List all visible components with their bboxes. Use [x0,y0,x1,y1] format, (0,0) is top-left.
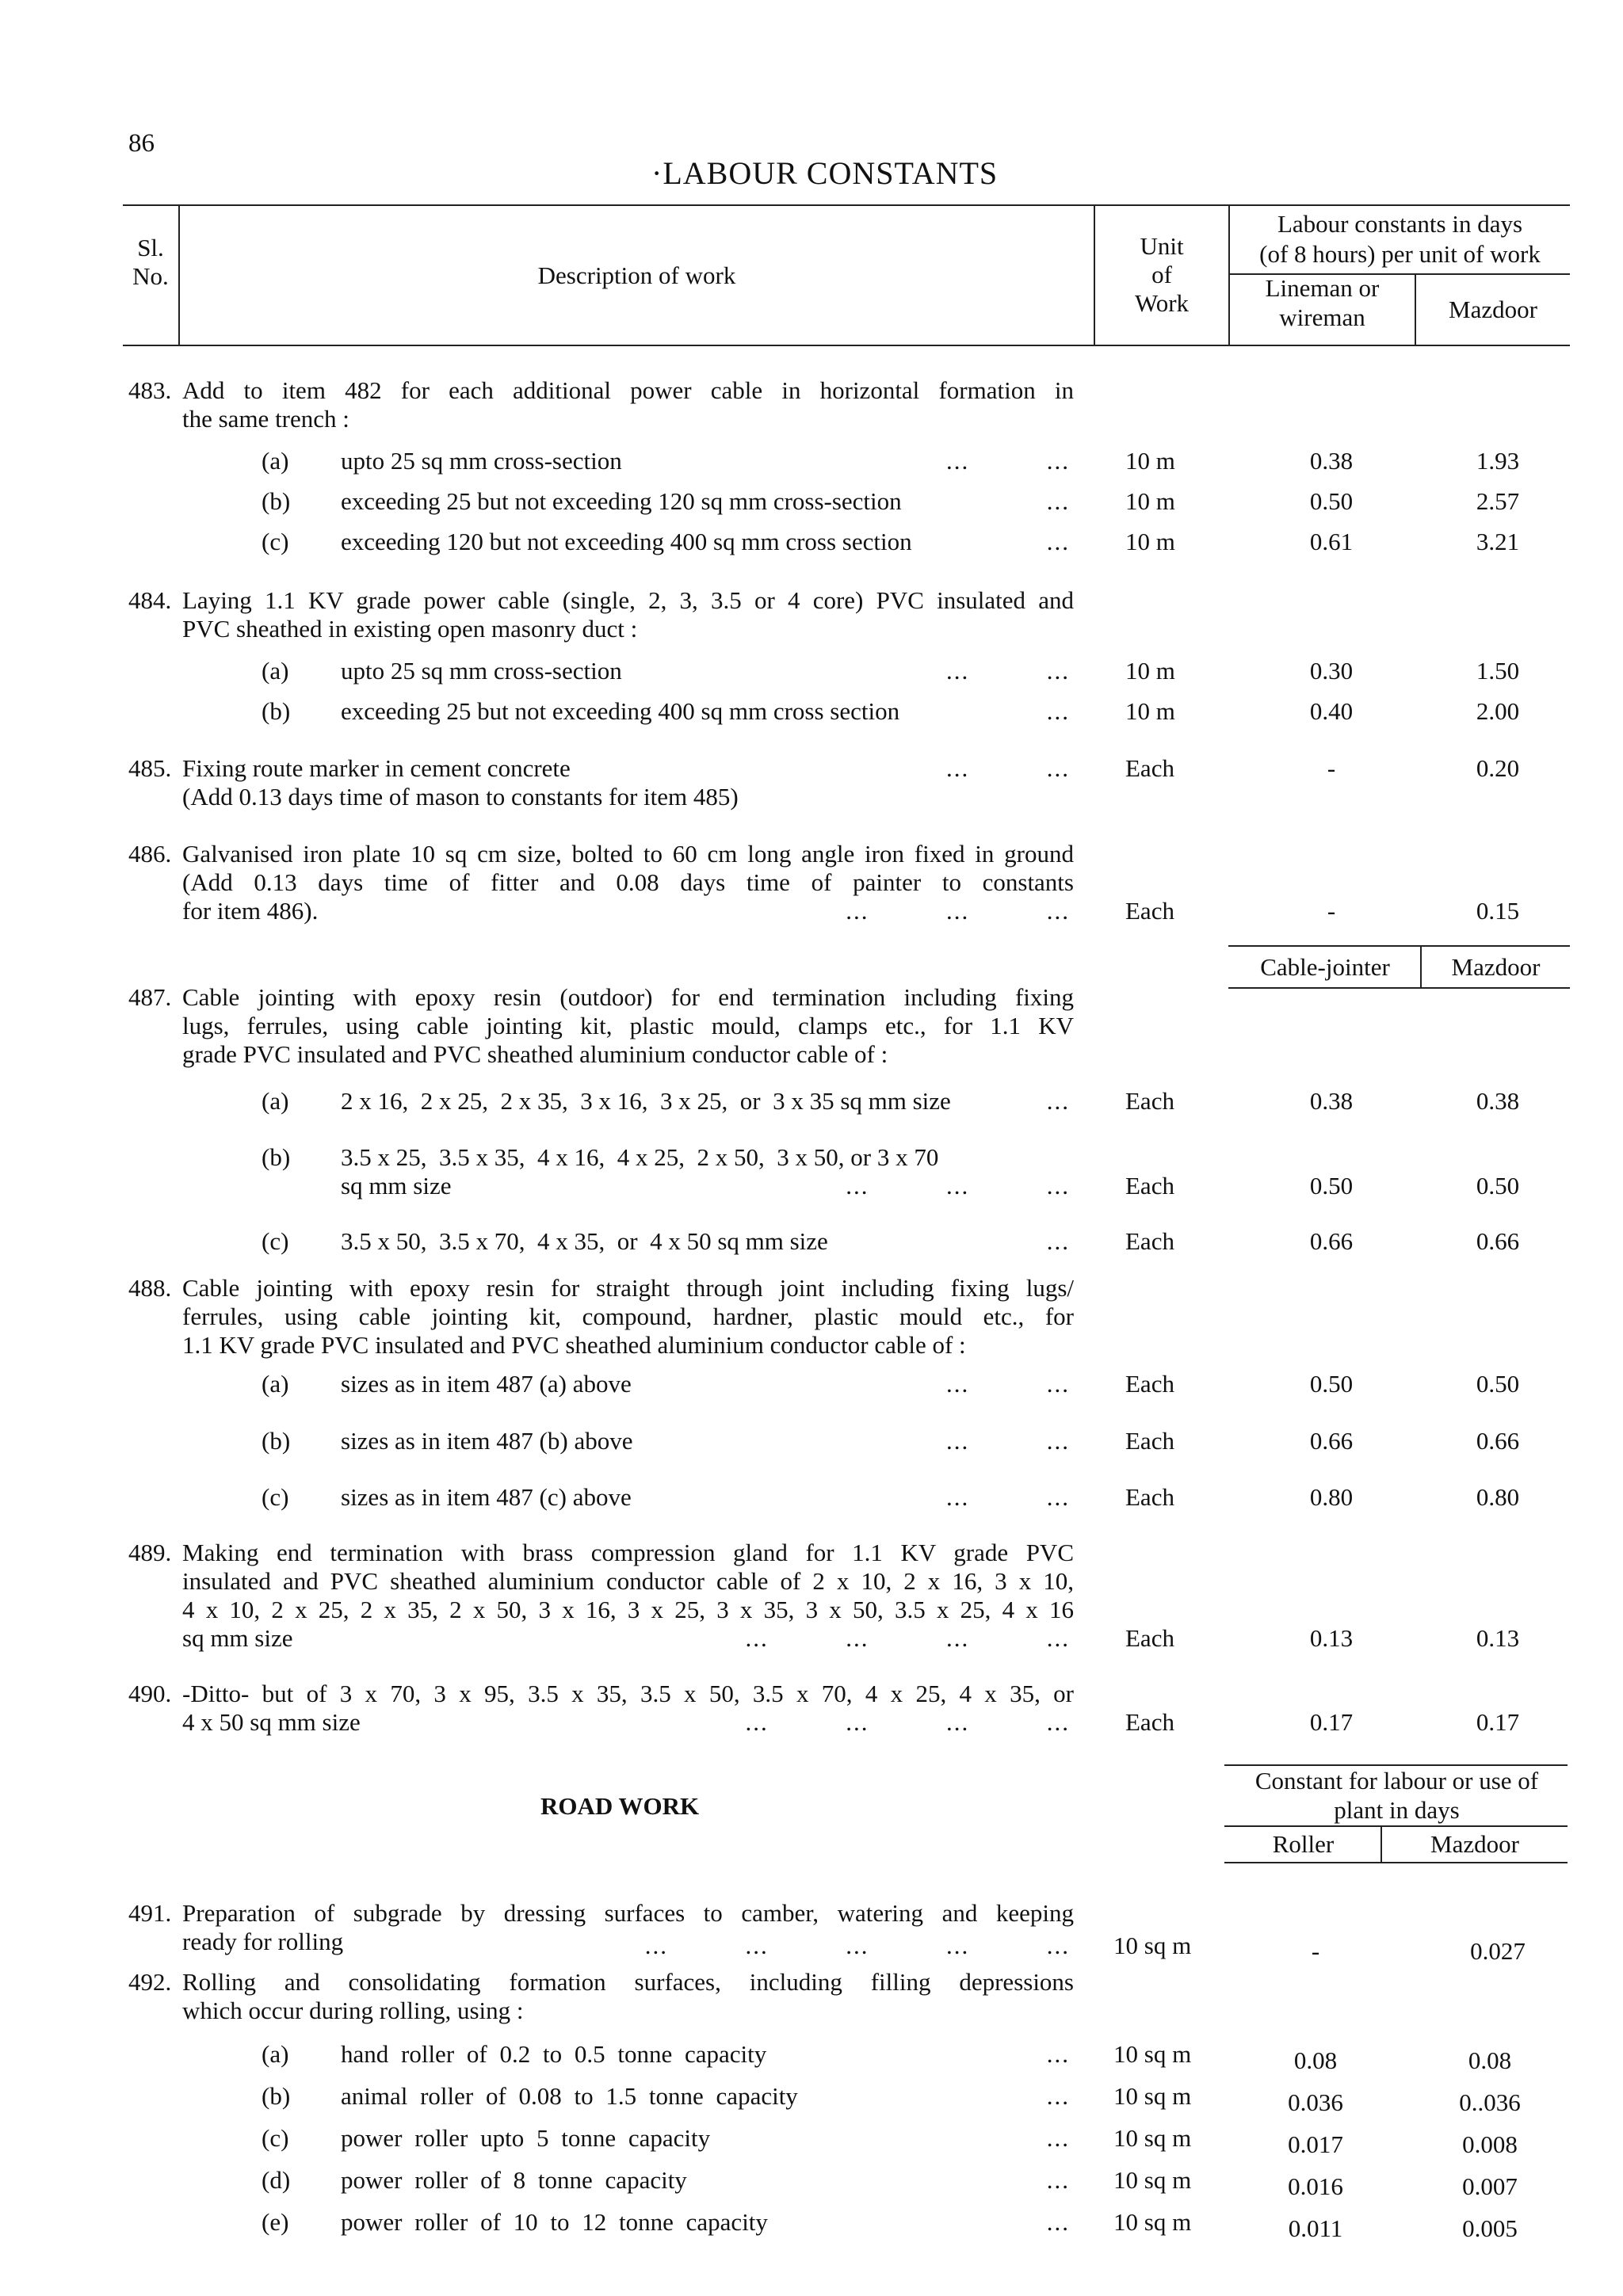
item-number: 490. [128,1680,172,1707]
mazdoor-value: 0.50 [1476,1172,1520,1199]
sub-label: (d) [262,2166,291,2194]
lineman-value: 0.61 [1309,528,1354,555]
lineman-value: 0.30 [1309,657,1354,685]
mazdoor-value: 0.13 [1476,1624,1520,1652]
roller-header: Roller [1272,1830,1335,1858]
sub-label: (e) [262,2208,289,2236]
leader-dots: ... ... [946,1370,1070,1398]
unit-value: 10 m [1125,447,1175,475]
item-text: sq mm size [182,1624,293,1652]
cable-jointer-value: 0.38 [1309,1087,1354,1115]
item-text: 4 x 50 sq mm size [182,1708,361,1736]
leader-dots: ... ... ... ... ... [644,1932,1070,1959]
leader-dots: ... [1046,2166,1070,2194]
sub-desc: power roller upto 5 tonne capacity [341,2124,711,2152]
unit-value: 10 sq m [1113,1932,1192,1959]
sl-no-header: Sl. No. [132,234,169,290]
sub-label: (a) [262,1370,289,1398]
sub-label: (b) [262,487,291,515]
sub-desc: power roller of 8 tonne capacity [341,2166,687,2194]
cable-jointer-value: 0.50 [1309,1172,1354,1199]
lineman-value: - [1327,754,1336,782]
sub-desc: sizes as in item 487 (b) above [341,1427,633,1455]
lineman-header: Lineman or wireman [1265,274,1380,331]
item-text: Preparation of subgrade by dressing surfaces to camber, watering and keeping [182,1899,1074,1927]
constant-group-header: Constant for labour or use of plant in days [1254,1767,1539,1824]
item-number: 491. [128,1899,172,1927]
unit-value: 10 m [1125,528,1175,555]
mazdoor-value: 0.66 [1476,1227,1520,1255]
lineman-value: - [1327,897,1336,925]
item-text: Add to item 482 for each additional power cable in horizontal formation in [182,376,1074,404]
item-text: which occur during rolling, using : [182,1997,524,2024]
item-number: 483. [128,376,172,404]
item-text: Fixing route marker in cement concrete [182,754,571,782]
item-number: 492. [128,1968,172,1996]
mazdoor-value: 0.80 [1476,1483,1520,1511]
unit-value: 10 sq m [1113,2082,1192,2110]
item-text: Making end termination with brass compression gland for 1.1 KV grade PVC [182,1539,1074,1566]
unit-value: Each [1125,1227,1174,1255]
sub-label: (b) [262,2082,291,2110]
sub-desc: sq mm size [341,1172,452,1199]
mazdoor-value: 0.027 [1470,1937,1526,1965]
item-number: 487. [128,983,172,1011]
unit-value: 10 m [1125,697,1175,725]
leader-dots: ... [1046,487,1070,515]
leader-dots: ... ... ... ... [745,1708,1070,1736]
leader-dots: ... [1046,1087,1070,1115]
item-text: ferrules, using cable jointing kit, compound, hardner, plastic mould etc., for [182,1302,1074,1330]
page-title: ·LABOUR CONSTANTS [651,155,999,191]
mazdoor-header: Mazdoor [1451,953,1541,981]
item-text: Rolling and consolidating formation surfaces, including filling depressions [182,1968,1074,1996]
item-number: 484. [128,586,172,614]
item-text: Galvanised iron plate 10 sq cm size, bolted to 60 cm long angle iron fixed in ground [182,840,1074,868]
leader-dots: ... [1046,2124,1070,2152]
page-number: 86 [128,129,155,158]
item-text: lugs, ferrules, using cable jointing kit, plastic mould, clamps etc., for 1.1 KV [182,1012,1074,1039]
sub-desc: power roller of 10 to 12 tonne capacity [341,2208,768,2236]
leader-dots: ... [1046,1227,1070,1255]
lineman-value: 0.40 [1309,697,1354,725]
sub-label: (b) [262,1143,291,1171]
unit-value: Each [1125,754,1174,782]
leader-dots: ... ... ... ... [745,1624,1070,1652]
lineman-value: 0.38 [1309,447,1354,475]
item-text: PVC sheathed in existing open masonry duct : [182,615,638,643]
leader-dots: ... ... [946,447,1070,475]
sub-label: (b) [262,697,291,725]
leader-dots: ... ... [946,1427,1070,1455]
item-number: 485. [128,754,172,782]
item-text: (Add 0.13 days time of fitter and 0.08 days time of painter to constants [182,868,1074,896]
item-number: 489. [128,1539,172,1566]
unit-value: Each [1125,897,1174,925]
section-title: ROAD WORK [540,1792,700,1820]
leader-dots: ... ... [946,1483,1070,1511]
item-text: 1.1 KV grade PVC insulated and PVC sheathed aluminium conductor cable of : [182,1331,966,1359]
cable-jointer-value: 0.13 [1309,1624,1354,1652]
leader-dots: ... [1046,2082,1070,2110]
sub-label: (a) [262,2040,289,2068]
leader-dots: ... ... ... [846,1172,1070,1199]
sub-label: (b) [262,1427,291,1455]
unit-value: Each [1125,1172,1174,1199]
mazdoor-value: 0.15 [1476,897,1520,925]
item-text: grade PVC insulated and PVC sheathed aluminium conductor cable of : [182,1040,888,1068]
mazdoor-value: 0.50 [1476,1370,1520,1398]
mazdoor-value: 0.008 [1462,2130,1518,2158]
mazdoor-value: 3.21 [1476,528,1520,555]
unit-value: Each [1125,1708,1174,1736]
sub-desc: hand roller of 0.2 to 0.5 tonne capacity [341,2040,767,2068]
roller-value: 0.016 [1288,2172,1343,2200]
item-text: insulated and PVC sheathed aluminium conductor cable of 2 x 10, 2 x 16, 3 x 10, [182,1567,1074,1595]
description-header: Description of work [537,261,736,289]
sub-desc: animal roller of 0.08 to 1.5 tonne capacity [341,2082,798,2110]
labour-constants-header: Labour constants in days (of 8 hours) per unit of work [1259,210,1541,268]
unit-value: 10 m [1125,657,1175,685]
sub-desc: 3.5 x 50, 3.5 x 70, 4 x 35, or 4 x 50 sq mm size [341,1227,828,1255]
sub-desc: upto 25 sq mm cross-section [341,447,622,475]
sub-label: (c) [262,528,289,555]
roller-value: 0.036 [1288,2088,1343,2116]
item-text: for item 486). [182,897,319,925]
mazdoor-value: 0.38 [1476,1087,1520,1115]
leader-dots: ... [1046,528,1070,555]
leader-dots: ... [1046,2208,1070,2236]
mazdoor-value: 0.66 [1476,1427,1520,1455]
lineman-value: 0.50 [1309,487,1354,515]
sub-desc: exceeding 120 but not exceeding 400 sq mm cross section [341,528,912,555]
unit-value: Each [1125,1370,1174,1398]
sub-label: (a) [262,657,289,685]
sub-desc: 3.5 x 25, 3.5 x 35, 4 x 16, 4 x 25, 2 x 50, 3 x 50, or 3 x 70 [341,1143,939,1171]
cable-jointer-value: 0.66 [1309,1227,1354,1255]
unit-value: Each [1125,1427,1174,1455]
sub-desc: sizes as in item 487 (c) above [341,1483,632,1511]
unit-value: 10 m [1125,487,1175,515]
mazdoor-value: 0.20 [1476,754,1520,782]
item-text: Cable jointing with epoxy resin (outdoor) for end termination including fixing [182,983,1074,1011]
item-text: Laying 1.1 KV grade power cable (single, 2, 3, 3.5 or 4 core) PVC insulated and [182,586,1074,614]
unit-value: 10 sq m [1113,2040,1192,2068]
mazdoor-value: 0..036 [1459,2088,1521,2116]
cable-jointer-value: 0.80 [1309,1483,1354,1511]
mazdoor-value: 0.005 [1462,2214,1518,2242]
item-text: (Add 0.13 days time of mason to constants for item 485) [182,783,739,810]
mazdoor-header: Mazdoor [1430,1830,1519,1858]
item-number: 488. [128,1274,172,1302]
unit-header: Unit of Work [1134,232,1190,317]
item-text: Cable jointing with epoxy resin for straight through joint including fixing lugs/ [182,1274,1074,1302]
mazdoor-value: 0.08 [1468,2046,1512,2074]
item-text: -Ditto- but of 3 x 70, 3 x 95, 3.5 x 35, 3.5 x 50, 3.5 x 70, 4 x 25, 4 x 35, or [182,1680,1074,1707]
sub-desc: sizes as in item 487 (a) above [341,1370,632,1398]
cable-jointer-header: Cable-jointer [1260,953,1390,981]
unit-value: Each [1125,1624,1174,1652]
cable-jointer-value: 0.50 [1309,1370,1354,1398]
mazdoor-value: 0.007 [1462,2172,1518,2200]
roller-value: 0.017 [1288,2130,1343,2158]
mazdoor-value: 0.17 [1476,1708,1520,1736]
unit-value: Each [1125,1087,1174,1115]
sub-label: (c) [262,2124,289,2152]
leader-dots: ... [1046,2040,1070,2068]
item-number: 486. [128,840,172,868]
mazdoor-value: 2.00 [1476,697,1520,725]
leader-dots: ... [1046,697,1070,725]
roller-value: 0.08 [1293,2046,1338,2074]
item-text: ready for rolling [182,1928,344,1955]
item-text: 4 x 10, 2 x 25, 2 x 35, 2 x 50, 3 x 16, 3 x 25, 3 x 35, 3 x 50, 3.5 x 25, 4 x 16 [182,1596,1074,1623]
sub-desc: upto 25 sq mm cross-section [341,657,622,685]
mazdoor-value: 1.50 [1476,657,1520,685]
unit-value: Each [1125,1483,1174,1511]
leader-dots: ... ... [946,754,1070,782]
sub-label: (a) [262,447,289,475]
unit-value: 10 sq m [1113,2166,1192,2194]
sub-desc: exceeding 25 but not exceeding 120 sq mm cross-section [341,487,902,515]
sub-label: (c) [262,1227,289,1255]
roller-value: - [1311,1937,1320,1965]
leader-dots: ... ... ... [846,897,1070,925]
mazdoor-value: 2.57 [1476,487,1520,515]
sub-desc: exceeding 25 but not exceeding 400 sq mm cross section [341,697,900,725]
cable-jointer-value: 0.17 [1309,1708,1354,1736]
item-text: the same trench : [182,405,349,433]
leader-dots: ... ... [946,657,1070,685]
mazdoor-header: Mazdoor [1449,296,1537,323]
sub-label: (c) [262,1483,289,1511]
roller-value: 0.011 [1288,2214,1343,2242]
cable-jointer-value: 0.66 [1309,1427,1354,1455]
unit-value: 10 sq m [1113,2124,1192,2152]
unit-value: 10 sq m [1113,2208,1192,2236]
sub-desc: 2 x 16, 2 x 25, 2 x 35, 3 x 16, 3 x 25, or 3 x 35 sq mm size [341,1087,951,1115]
sub-label: (a) [262,1087,289,1115]
mazdoor-value: 1.93 [1476,447,1520,475]
